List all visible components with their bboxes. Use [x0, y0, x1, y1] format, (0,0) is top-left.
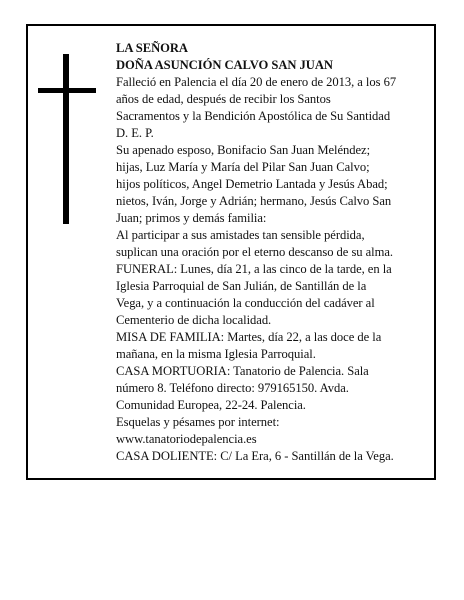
funeral-home-line: Comunidad Europea, 22-24. Palencia. — [116, 398, 306, 412]
funeral-line: FUNERAL: Lunes, día 21, a las cinco de la tarde, en la — [116, 262, 392, 276]
funeral-home-line: número 8. Teléfono directo: 979165150. Avda. — [116, 381, 349, 395]
deceased-name: DOÑA ASUNCIÓN CALVO SAN JUAN — [116, 58, 333, 72]
family-mass-line: mañana, en la misma Iglesia Parroquial. — [116, 347, 316, 361]
funeral-line: Iglesia Parroquial de San Julián, de Santillán de la — [116, 279, 367, 293]
latin-cross-icon — [38, 54, 98, 224]
funeral-line: Cementerio de dicha localidad. — [116, 313, 272, 327]
body-line: Sacramentos y la Bendición Apostólica de Su Santidad — [116, 109, 391, 123]
family-home-line: CASA DOLIENTE: C/ La Era, 6 - Santillán de la Vega. — [116, 449, 394, 463]
cross-horizontal-bar — [38, 88, 96, 93]
heading-title: LA SEÑORA — [116, 41, 188, 55]
obituary-notice — [26, 24, 436, 480]
body-line: Al participar a sus amistades tan sensible pérdida, — [116, 228, 365, 242]
body-line: suplican una oración por el eterno descanso de su alma. — [116, 245, 394, 259]
body-line: Juan; primos y demás familia: — [116, 211, 267, 225]
body-line: nietos, Iván, Jorge y Adrián; hermano, Jesús Calvo San — [116, 194, 392, 208]
body-line: D. E. P. — [116, 126, 154, 140]
body-line: años de edad, después de recibir los Santos — [116, 92, 331, 106]
family-mass-line: MISA DE FAMILIA: Martes, día 22, a las doce de la — [116, 330, 382, 344]
obituary-text — [116, 40, 432, 465]
funeral-home-line: CASA MORTUORIA: Tanatorio de Palencia. Sala — [116, 364, 369, 378]
website-text: www.tanatoriodepalencia.es — [116, 432, 257, 446]
cross-vertical-bar — [63, 54, 69, 224]
body-line: hijas, Luz María y María del Pilar San Juan Calvo; — [116, 160, 370, 174]
condolences-line: Esquelas y pésames por internet: — [116, 415, 280, 429]
body-line: Falleció en Palencia el día 20 de enero de 2013, a los 67 — [116, 75, 397, 89]
body-line: Su apenado esposo, Bonifacio San Juan Meléndez; — [116, 143, 371, 157]
funeral-line: Vega, y a continuación la conducción del cadáver al — [116, 296, 375, 310]
body-line: hijos políticos, Angel Demetrio Lantada y Jesús Abad; — [116, 177, 388, 191]
